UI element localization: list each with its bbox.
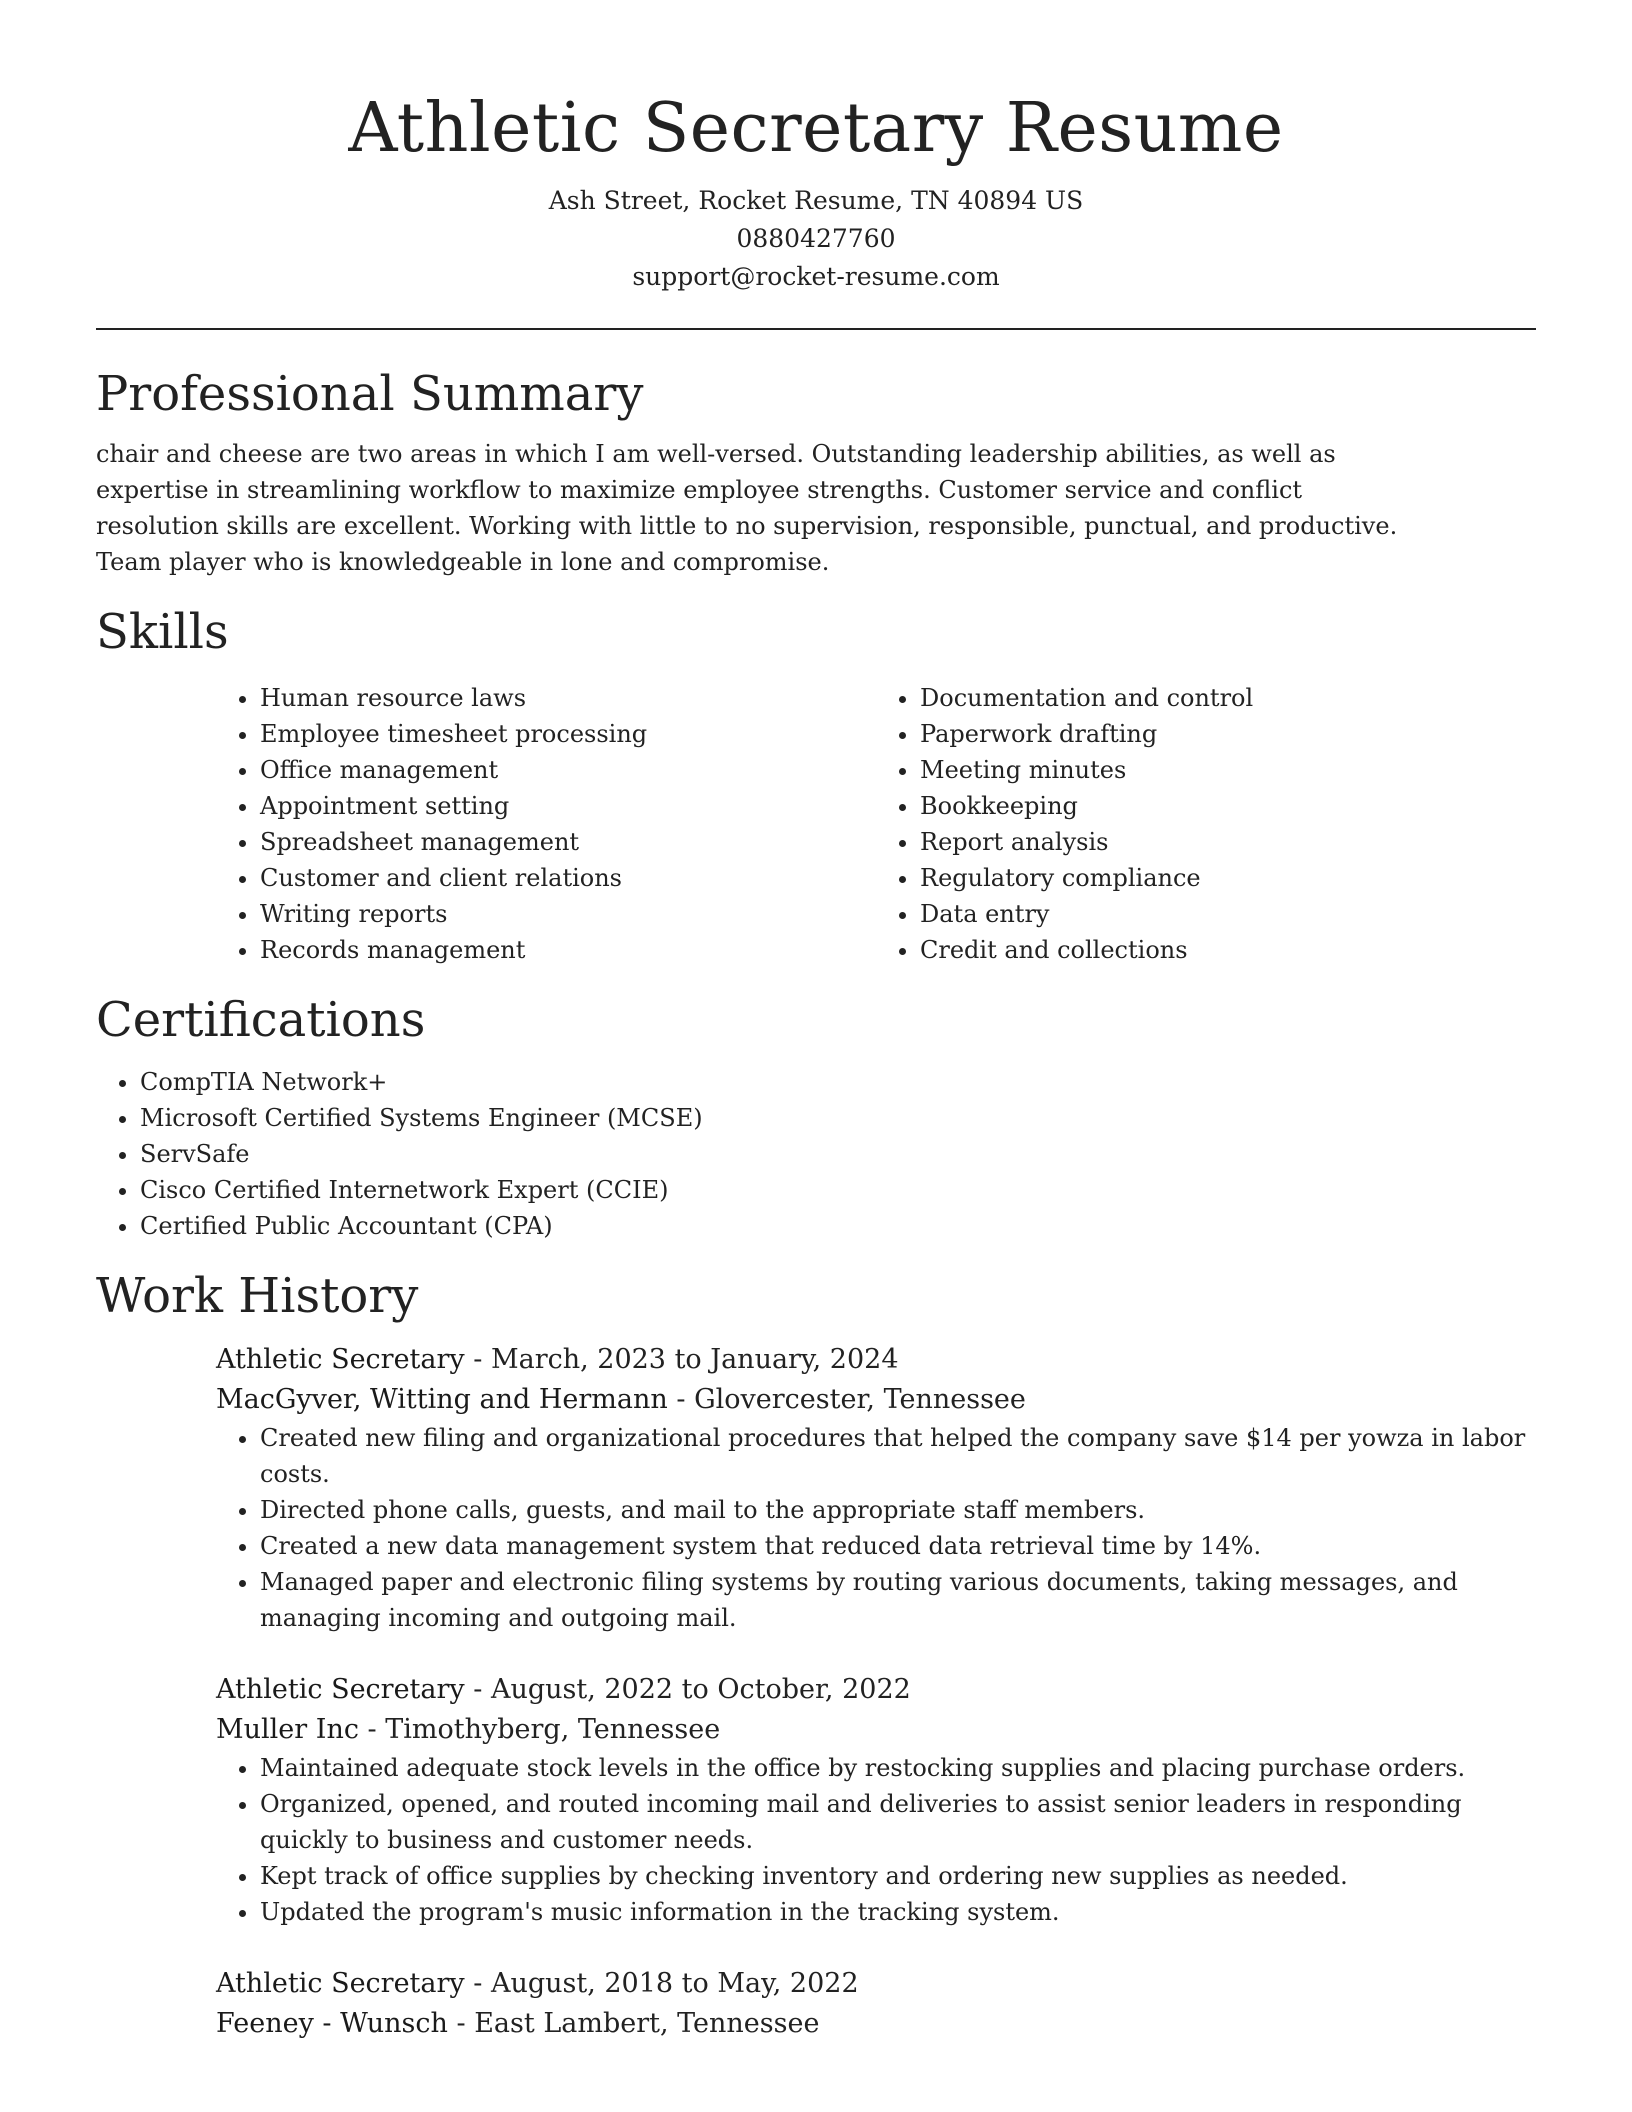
contact-phone: 0880427760 bbox=[736, 224, 896, 253]
list-item: • Documentation and control bbox=[920, 680, 1536, 716]
list-item: • Maintained adequate stock levels in the office by restocking supplies and placing purchase orders. bbox=[260, 1750, 1536, 1786]
job-company-line bbox=[216, 2004, 1536, 2044]
list-item: • Cisco Certified Internetwork Expert (CCIE) bbox=[140, 1172, 1416, 1208]
list-item: • Kept track of office supplies by checking inventory and ordering new supplies as needed. bbox=[260, 1858, 1536, 1894]
list-item: • Created new filing and organizational procedures that helped the company save $14 per yowza in labor costs. bbox=[260, 1420, 1536, 1492]
job-company: MacGyver, Witting and Hermann bbox=[216, 1384, 668, 1415]
job-location: - Glovercester, Tennessee bbox=[667, 1384, 1026, 1415]
job-entry bbox=[216, 1670, 1536, 1930]
summary-section bbox=[96, 364, 1536, 580]
job-title: Athletic Secretary bbox=[216, 1968, 465, 1999]
list-item: • Meeting minutes bbox=[920, 752, 1536, 788]
list-item: • Spreadsheet management bbox=[260, 824, 876, 860]
contact-email: support@rocket-resume.com bbox=[632, 262, 1000, 291]
job-dates: - March, 2023 to January, 2024 bbox=[464, 1344, 899, 1375]
list-item: • Microsoft Certified Systems Engineer (MCSE) bbox=[140, 1100, 1416, 1136]
list-item: • CompTIA Network+ bbox=[140, 1064, 1416, 1100]
job-title-line bbox=[216, 1670, 1536, 1710]
job-bullets bbox=[216, 1750, 1536, 1930]
skills-section bbox=[96, 602, 1536, 968]
resume-title: Athletic Secretary Resume bbox=[348, 89, 1284, 168]
list-item: • Appointment setting bbox=[260, 788, 876, 824]
job-company: Muller Inc bbox=[216, 1714, 359, 1745]
list-item: • Office management bbox=[260, 752, 876, 788]
contact-block bbox=[96, 182, 1536, 296]
list-item: • Regulatory compliance bbox=[920, 860, 1536, 896]
skills-list-left bbox=[216, 680, 876, 968]
job-title: Athletic Secretary bbox=[216, 1674, 465, 1705]
list-item: • Created a new data management system that reduced data retrieval time by 14%. bbox=[260, 1528, 1536, 1564]
summary-text: chair and cheese are two areas in which I am well-versed. Outstanding leadership abilities, as well as expertise in streamlining workflow to maximize employee strengths. Customer service and conflict resolution skills are excellent. Working with little to no supervision, responsible, punctual, and productive. Team player who is knowledgeable in lone and compromise. bbox=[96, 440, 1398, 576]
list-item: • Data entry bbox=[920, 896, 1536, 932]
job-company-line bbox=[216, 1380, 1536, 1420]
list-item: • Paperwork drafting bbox=[920, 716, 1536, 752]
job-title-line bbox=[216, 1964, 1536, 2004]
skills-list-right bbox=[876, 680, 1536, 968]
contact-address: Ash Street, Rocket Resume, TN 40894 US bbox=[548, 186, 1084, 215]
job-entry bbox=[216, 1964, 1536, 2044]
skills-heading: Skills bbox=[96, 604, 229, 660]
list-item: • Managed paper and electronic filing systems by routing various documents, taking messages, and managing incoming and outgoing mail. bbox=[260, 1564, 1536, 1636]
job-title-line bbox=[216, 1340, 1536, 1380]
list-item: • Organized, opened, and routed incoming mail and deliveries to assist senior leaders in responding quickly to business and customer needs. bbox=[260, 1786, 1536, 1858]
list-item: • Records management bbox=[260, 932, 876, 968]
list-item: • Updated the program's music information in the tracking system. bbox=[260, 1894, 1536, 1930]
list-item: • Writing reports bbox=[260, 896, 876, 932]
job-location: - East Lambert, Tennessee bbox=[447, 2008, 820, 2039]
list-item: • Directed phone calls, guests, and mail to the appropriate staff members. bbox=[260, 1492, 1536, 1528]
job-company-line bbox=[216, 1710, 1536, 1750]
certifications-heading: Certifications bbox=[96, 992, 426, 1048]
list-item: • Report analysis bbox=[920, 824, 1536, 860]
job-location: - Timothyberg, Tennessee bbox=[358, 1714, 721, 1745]
list-item: • Employee timesheet processing bbox=[260, 716, 876, 752]
skills-columns bbox=[216, 680, 1536, 968]
certifications-list bbox=[96, 1064, 1416, 1244]
list-item: • Bookkeeping bbox=[920, 788, 1536, 824]
work-history-section bbox=[96, 1266, 1536, 2044]
job-entry bbox=[216, 1340, 1536, 1636]
job-bullets bbox=[216, 1420, 1536, 1636]
list-item: • Credit and collections bbox=[920, 932, 1536, 968]
job-title: Athletic Secretary bbox=[216, 1344, 465, 1375]
resume-page bbox=[96, 0, 1536, 2078]
list-item: • Certified Public Accountant (CPA) bbox=[140, 1208, 1416, 1244]
list-item: • Human resource laws bbox=[260, 680, 876, 716]
job-company: Feeney - Wunsch bbox=[216, 2008, 448, 2039]
job-dates: - August, 2022 to October, 2022 bbox=[464, 1674, 911, 1705]
work-history-heading: Work History bbox=[96, 1268, 419, 1324]
summary-heading: Professional Summary bbox=[96, 366, 644, 422]
header-divider bbox=[96, 328, 1536, 330]
list-item: • ServSafe bbox=[140, 1136, 1416, 1172]
job-dates: - August, 2018 to May, 2022 bbox=[464, 1968, 859, 1999]
certifications-section bbox=[96, 990, 1536, 1244]
list-item: • Customer and client relations bbox=[260, 860, 876, 896]
